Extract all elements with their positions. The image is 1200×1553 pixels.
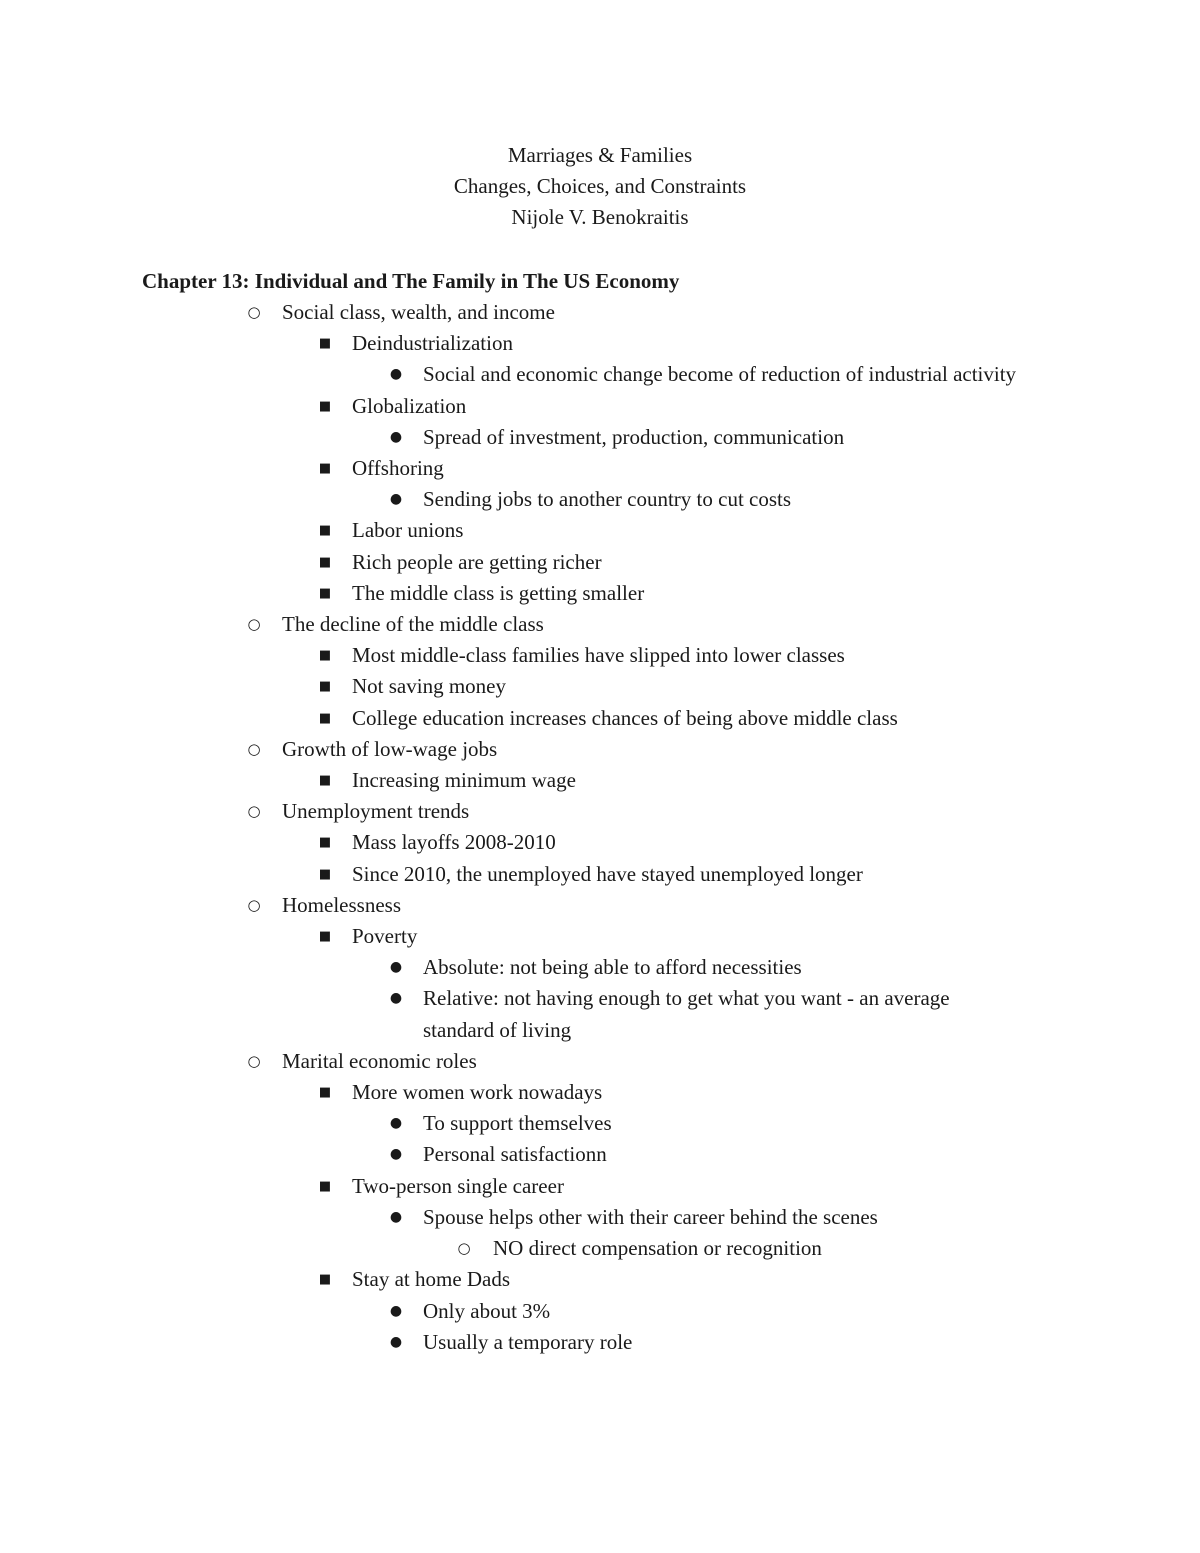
bullet-icon: ■	[318, 585, 332, 601]
bullet-icon: ○	[247, 1051, 261, 1070]
outline-item-text: Rich people are getting richer	[352, 549, 602, 574]
outline-item-text: Growth of low-wage jobs	[282, 736, 498, 761]
outline-item-level-2	[0, 1077, 1200, 1108]
bullet-icon: ●	[389, 1115, 403, 1132]
outline-item-text: Two-person single career	[352, 1173, 564, 1198]
outline-item-level-2	[0, 578, 1200, 609]
outline-item-level-1	[0, 297, 1200, 328]
outline-item-level-3	[0, 952, 1200, 983]
outline-item-level-3	[0, 1202, 1200, 1233]
outline-item-text: Poverty	[352, 924, 418, 949]
outline-item-text: Homelessness	[282, 892, 401, 917]
bullet-icon: ○	[457, 1239, 471, 1258]
outline-item-text: Sending jobs to another country to cut costs	[423, 487, 792, 512]
bullet-icon: ●	[389, 1333, 403, 1350]
outline-item-text: Personal satisfactionn	[423, 1142, 607, 1167]
outline-item-text: Offshoring	[352, 456, 444, 481]
outline-item-level-2	[0, 453, 1200, 484]
bullet-icon: ●	[389, 959, 403, 976]
outline-item-level-3	[0, 484, 1200, 515]
outline-item-text: Social class, wealth, and income	[282, 300, 555, 324]
outline-item-level-2	[0, 1171, 1200, 1202]
outline-item-level-2	[0, 827, 1200, 858]
bullet-icon: ■	[318, 648, 332, 664]
outline-item-level-3	[0, 1139, 1200, 1170]
outline-item-text: Most middle-class families have slipped into lower classes	[352, 643, 845, 668]
outline-item-text: NO direct compensation or recognition	[493, 1236, 822, 1261]
document-author: Nijole V. Benokraitis	[511, 205, 689, 229]
bullet-icon: ■	[318, 523, 332, 539]
outline-item-text: Stay at home Dads	[352, 1267, 511, 1292]
bullet-icon: ○	[247, 802, 261, 821]
outline-item-text: Relative: not having enough to get what you want - an average standard of living	[423, 986, 950, 1042]
outline-item-level-3	[0, 983, 1200, 1045]
outline-item-text: Globalization	[352, 393, 467, 418]
bullet-icon: ■	[318, 461, 332, 477]
outline-item-text: The middle class is getting smaller	[352, 580, 645, 605]
outline-item-level-1	[0, 890, 1200, 921]
outline-item-text: Since 2010, the unemployed have stayed unemployed longer	[352, 861, 863, 886]
bullet-icon: ■	[318, 1085, 332, 1101]
outline-item-text: Social and economic change become of reduction of industrial activity	[423, 362, 1017, 387]
outline-item-level-4	[0, 1233, 1200, 1264]
outline-item-level-2	[0, 547, 1200, 578]
bullet-icon: ●	[389, 1146, 403, 1163]
bullet-icon: ●	[389, 366, 403, 383]
outline-item-level-2	[0, 703, 1200, 734]
outline-item-text: College education increases chances of being above middle class	[352, 705, 898, 730]
bullet-icon: ■	[318, 554, 332, 570]
bullet-icon: ■	[318, 336, 332, 352]
bullet-icon: ○	[247, 303, 261, 321]
outline-item-level-2	[0, 515, 1200, 546]
bullet-icon: ■	[318, 1272, 332, 1288]
bullet-icon: ■	[318, 398, 332, 414]
bullet-icon: ●	[389, 428, 403, 445]
outline-item-text: Increasing minimum wage	[352, 768, 576, 793]
bullet-icon: ●	[389, 990, 403, 1007]
outline-item-level-1	[0, 796, 1200, 827]
outline-item-text: Deindustrialization	[352, 331, 513, 356]
outline-item-level-2	[0, 640, 1200, 671]
outline-item-level-1	[0, 609, 1200, 640]
outline-item-level-2	[0, 765, 1200, 796]
outline-item-text: Absolute: not being able to afford necessities	[423, 955, 802, 980]
bullet-icon: ■	[318, 679, 332, 695]
bullet-icon: ○	[247, 895, 261, 914]
document-header	[0, 140, 1200, 233]
outline-item-level-2	[0, 391, 1200, 422]
outline-item-level-3	[0, 1296, 1200, 1327]
outline-item-text: Usually a temporary role	[423, 1329, 633, 1354]
notes-outline	[0, 297, 1200, 1358]
bullet-icon: ■	[318, 929, 332, 945]
outline-item-text: Only about 3%	[423, 1298, 551, 1323]
document-title: Marriages & Families	[507, 143, 693, 167]
outline-item-text: To support themselves	[423, 1111, 612, 1136]
outline-item-level-3	[0, 359, 1200, 390]
outline-item-text: Spread of investment, production, communication	[423, 424, 845, 449]
outline-item-text: More women work nowadays	[352, 1080, 603, 1105]
bullet-icon: ■	[318, 773, 332, 789]
outline-item-text: Spouse helps other with their career behind the scenes	[423, 1204, 878, 1229]
outline-item-text: Mass layoffs 2008-2010	[352, 830, 556, 855]
outline-item-text: Unemployment trends	[282, 799, 470, 824]
outline-item-level-1	[0, 734, 1200, 765]
bullet-icon: ●	[389, 1208, 403, 1225]
outline-item-level-2	[0, 921, 1200, 952]
chapter-heading: Chapter 13: Individual and The Family in The US Economy	[142, 269, 680, 293]
bullet-icon: ■	[318, 710, 332, 726]
outline-item-text: Labor unions	[352, 518, 464, 543]
outline-item-level-3	[0, 1327, 1200, 1358]
outline-item-level-3	[0, 422, 1200, 453]
outline-item-text: Marital economic roles	[282, 1048, 477, 1073]
outline-item-level-3	[0, 1108, 1200, 1139]
outline-item-level-1	[0, 1046, 1200, 1077]
bullet-icon: ○	[247, 615, 261, 634]
bullet-icon: ●	[389, 491, 403, 508]
outline-item-text: The decline of the middle class	[282, 612, 544, 637]
outline-item-level-2	[0, 671, 1200, 702]
outline-item-level-2	[0, 328, 1200, 359]
bullet-icon: ■	[318, 1178, 332, 1194]
bullet-icon: ■	[318, 866, 332, 882]
bullet-icon: ●	[389, 1302, 403, 1319]
bullet-icon: ○	[247, 739, 261, 758]
outline-item-level-2	[0, 1264, 1200, 1295]
outline-item-text: Not saving money	[352, 674, 506, 699]
document-subtitle: Changes, Choices, and Constraints	[453, 174, 747, 198]
outline-item-level-2	[0, 859, 1200, 890]
bullet-icon: ■	[318, 835, 332, 851]
